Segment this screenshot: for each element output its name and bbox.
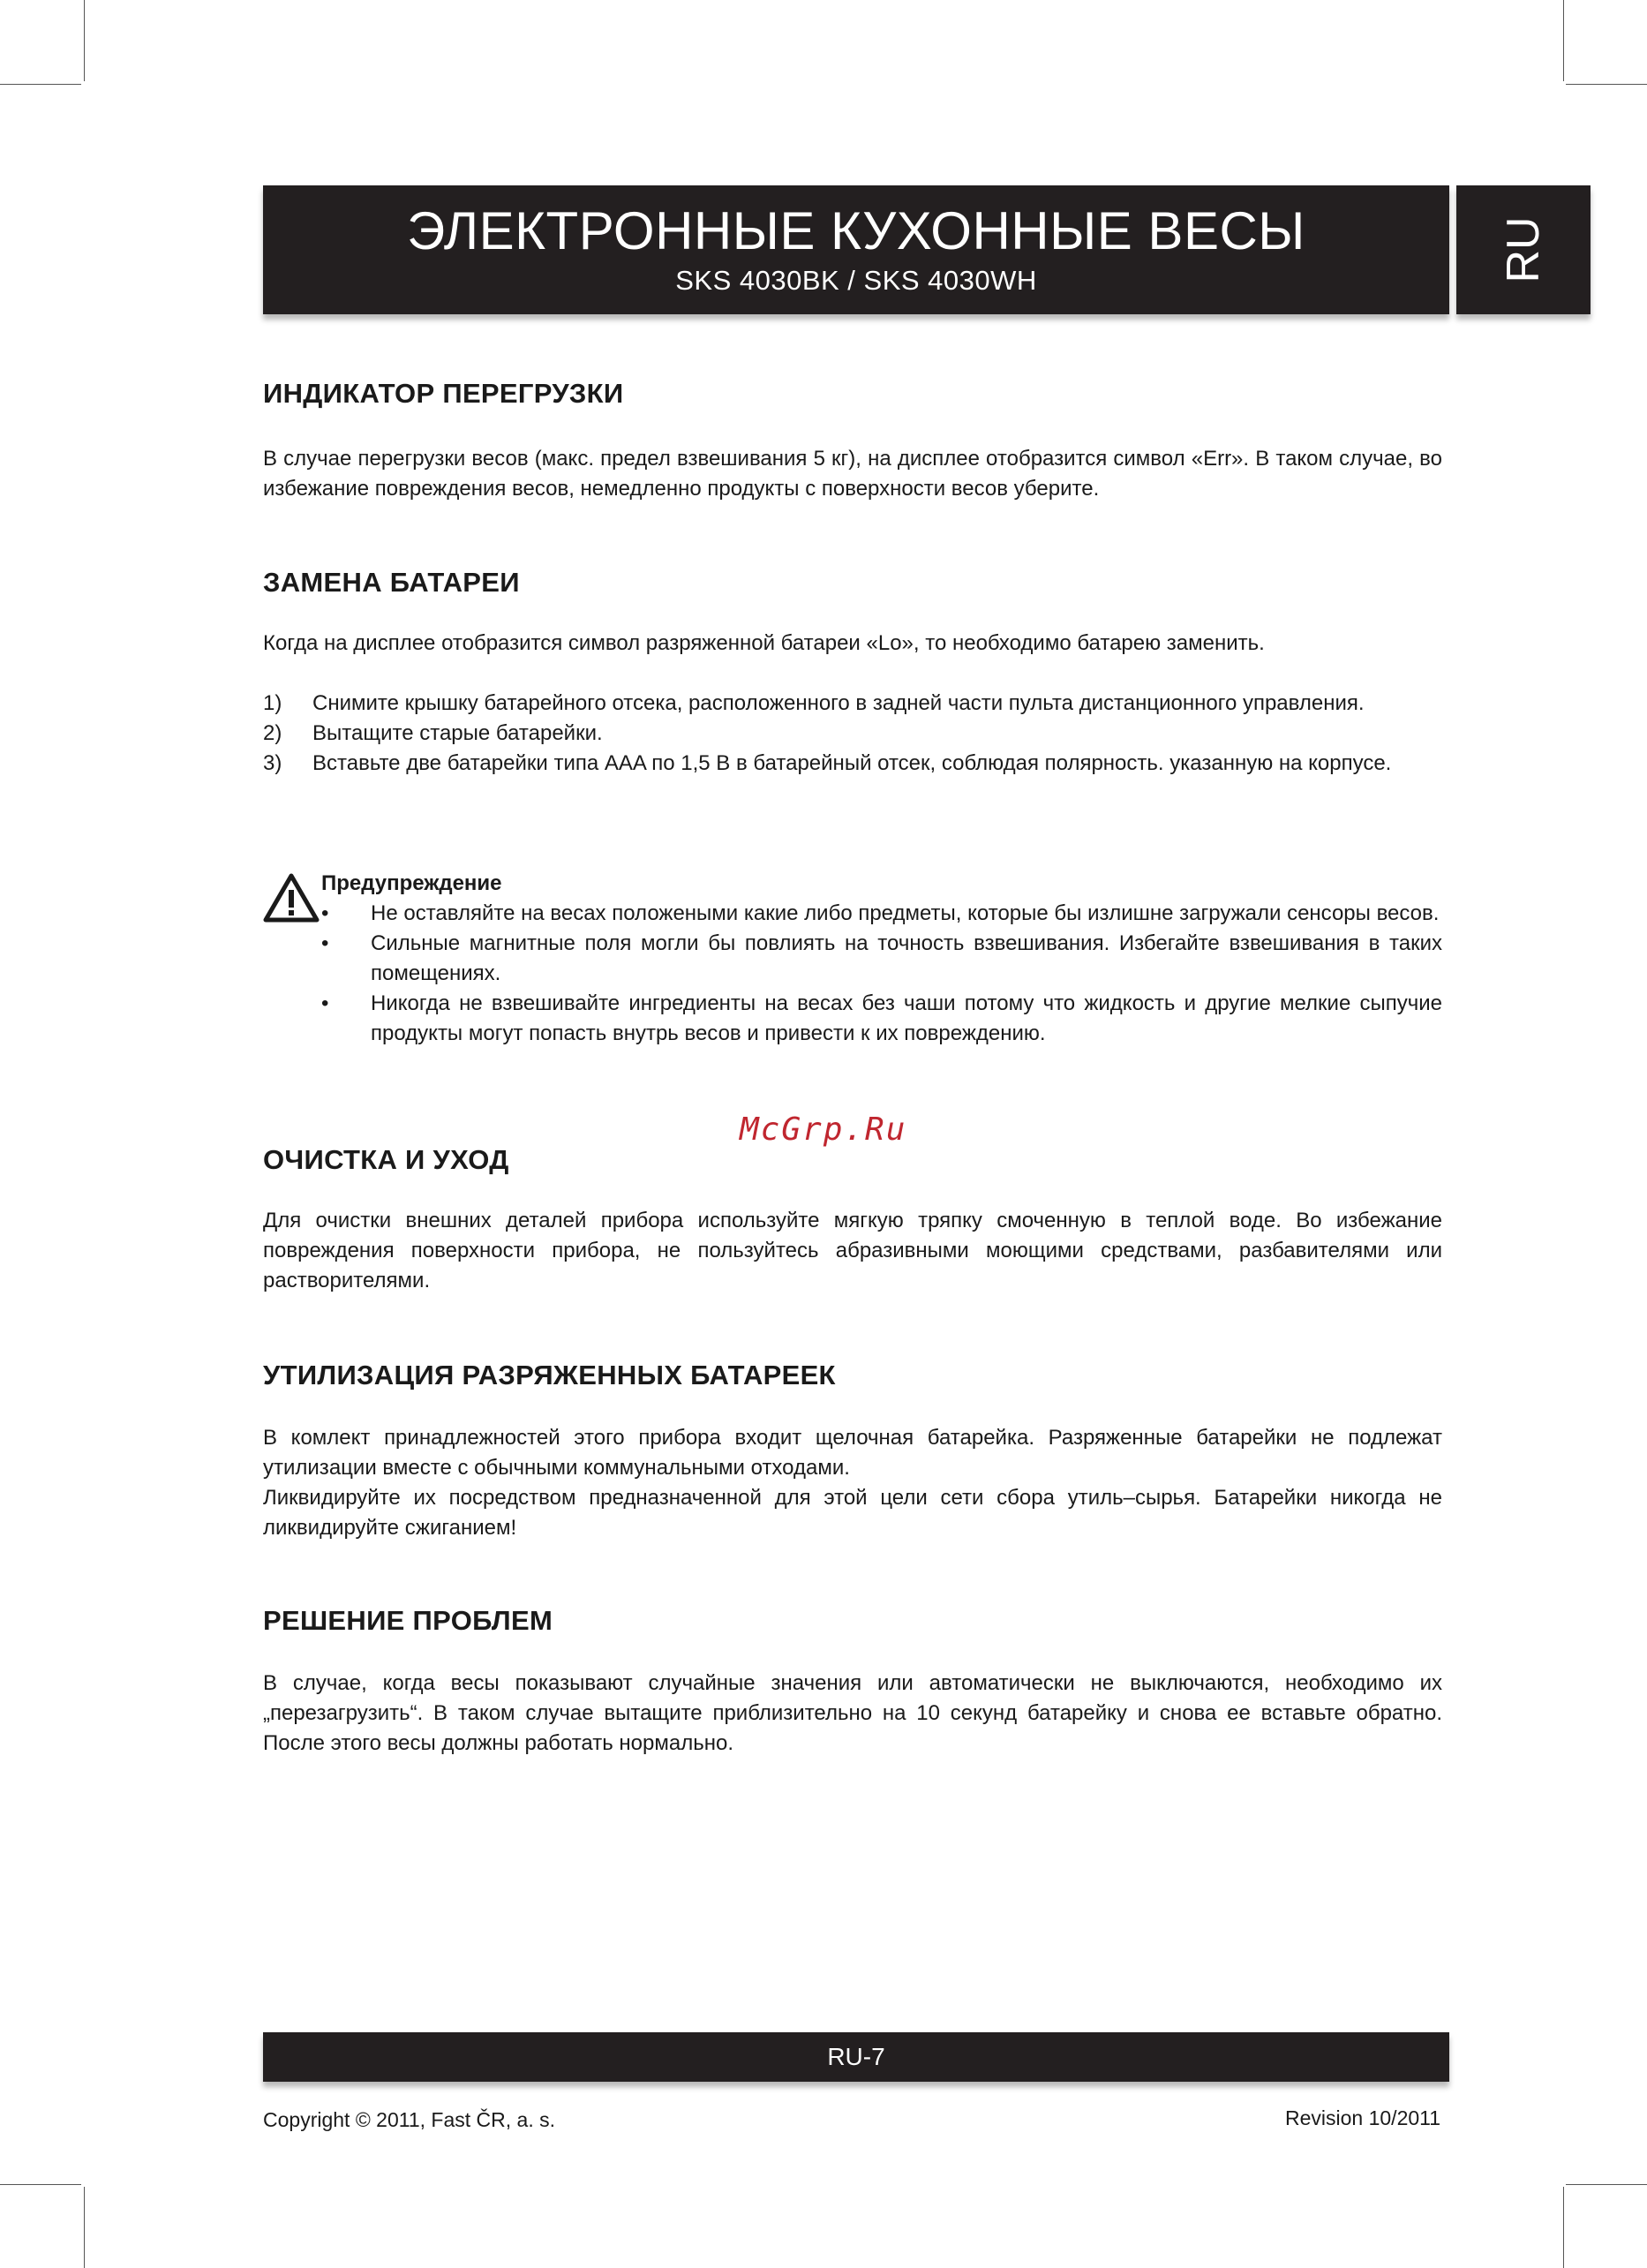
section-heading-battery: ЗАМЕНА БАТАРЕИ <box>263 567 520 598</box>
warning-triangle-icon <box>263 873 320 923</box>
disposal-text-2: Ликвидируйте их посредством предназначенной для этой цели сети сбора утиль–сырья. Батарейки никогда не ликвидируйте сжиганием! <box>263 1486 1442 1540</box>
warning-item-text: Сильные магнитные поля могли бы повлиять на точность взвешивания. Избегайте взвешивания в таких помещениях. <box>371 931 1442 985</box>
language-label: RU <box>1498 216 1549 283</box>
model-subtitle: SKS 4030BK / SKS 4030WH <box>675 265 1037 296</box>
list-item <box>321 899 1442 929</box>
overload-text: В случае перегрузки весов (макс. предел взвешивания 5 кг), на дисплее отобразится символ «Err». В таком случае, во избежание повреждения весов, немедленно продукты с поверхности весов уберите. <box>263 447 1442 501</box>
section-heading-cleaning: ОЧИСТКА И УХОД <box>263 1144 509 1175</box>
bullet: • <box>321 901 329 925</box>
cleaning-text: Для очистки внешних деталей прибора используйте мягкую тряпку смоченную в теплой воде. Во избежание повреждения поверхности прибора, не пользуйтесь абразивными моющими средствами, разбавителями или растворителями. <box>263 1209 1442 1292</box>
step-number: 1) <box>263 691 282 715</box>
warning-item-text: Никогда не взвешивайте ингредиенты на весах без чаши потому что жидкость и другие мелкие сыпучие продукты могут попасть внутрь весов и привести к их повреждению. <box>371 991 1442 1045</box>
crop-mark <box>84 2187 85 2268</box>
bullet: • <box>321 931 329 955</box>
page-number: RU-7 <box>827 2043 885 2070</box>
step-number: 3) <box>263 751 282 775</box>
list-item <box>321 929 1442 989</box>
crop-mark <box>84 0 85 81</box>
warning-list <box>321 899 1442 1049</box>
watermark: McGrp.Ru <box>740 1111 907 1148</box>
step-text: Вытащите старые батарейки. <box>312 721 603 745</box>
list-item <box>263 749 1442 779</box>
section-heading-disposal: УТИЛИЗАЦИЯ РАЗРЯЖЕННЫХ БАТАРЕЕК <box>263 1360 836 1390</box>
crop-mark <box>1566 84 1647 85</box>
crop-mark <box>0 84 81 85</box>
bullet: • <box>321 991 329 1015</box>
battery-steps <box>263 689 1442 779</box>
battery-text: Когда на дисплее отобразится символ разряженной батареи «Lo», то необходимо батарею заменить. <box>263 631 1265 655</box>
list-item <box>321 989 1442 1049</box>
crop-mark <box>1563 2187 1564 2268</box>
step-text: Вставьте две батарейки типа AAA по 1,5 В в батарейный отсек, соблюдая полярность. указанную на корпусе. <box>312 751 1392 775</box>
list-item <box>263 689 1442 719</box>
warning-title: Предупреждение <box>321 871 502 895</box>
crop-mark <box>1563 0 1564 81</box>
section-heading-troubleshooting: РЕШЕНИЕ ПРОБЛЕМ <box>263 1605 553 1636</box>
crop-mark <box>1566 2184 1647 2185</box>
section-heading-overload: ИНДИКАТОР ПЕРЕГРУЗКИ <box>263 378 624 409</box>
troubleshooting-text: В случае, когда весы показывают случайные значения или автоматически не выключаются, необходимо их „перезагрузить“. В таком случае вытащите приблизительно на 10 секунд батарейку и снова ее вставьте обратно. После этого весы должны работать нормально. <box>263 1671 1442 1755</box>
revision: Revision 10/2011 <box>1285 2106 1441 2129</box>
page-title: ЭЛЕКТРОННЫЕ КУХОННЫЕ ВЕСЫ <box>407 201 1305 260</box>
title-bar <box>263 185 1449 314</box>
language-tab <box>1456 185 1591 314</box>
page-number-bar <box>263 2032 1449 2082</box>
crop-mark <box>0 2184 81 2185</box>
copyright: Copyright © 2011, Fast ČR, a. s. <box>263 2108 555 2131</box>
list-item <box>263 719 1442 749</box>
disposal-text-1: В комлект принадлежностей этого прибора входит щелочная батарейка. Разряженные батарейки не подлежат утилизации вместе с обычными коммунальными отходами. <box>263 1426 1442 1480</box>
warning-item-text: Не оставляйте на весах положеными какие либо предметы, которые бы излишне загружали сенсоры весов. <box>371 901 1440 925</box>
step-text: Снимите крышку батарейного отсека, расположенного в задней части пульта дистанционного управления. <box>312 691 1365 715</box>
step-number: 2) <box>263 721 282 745</box>
